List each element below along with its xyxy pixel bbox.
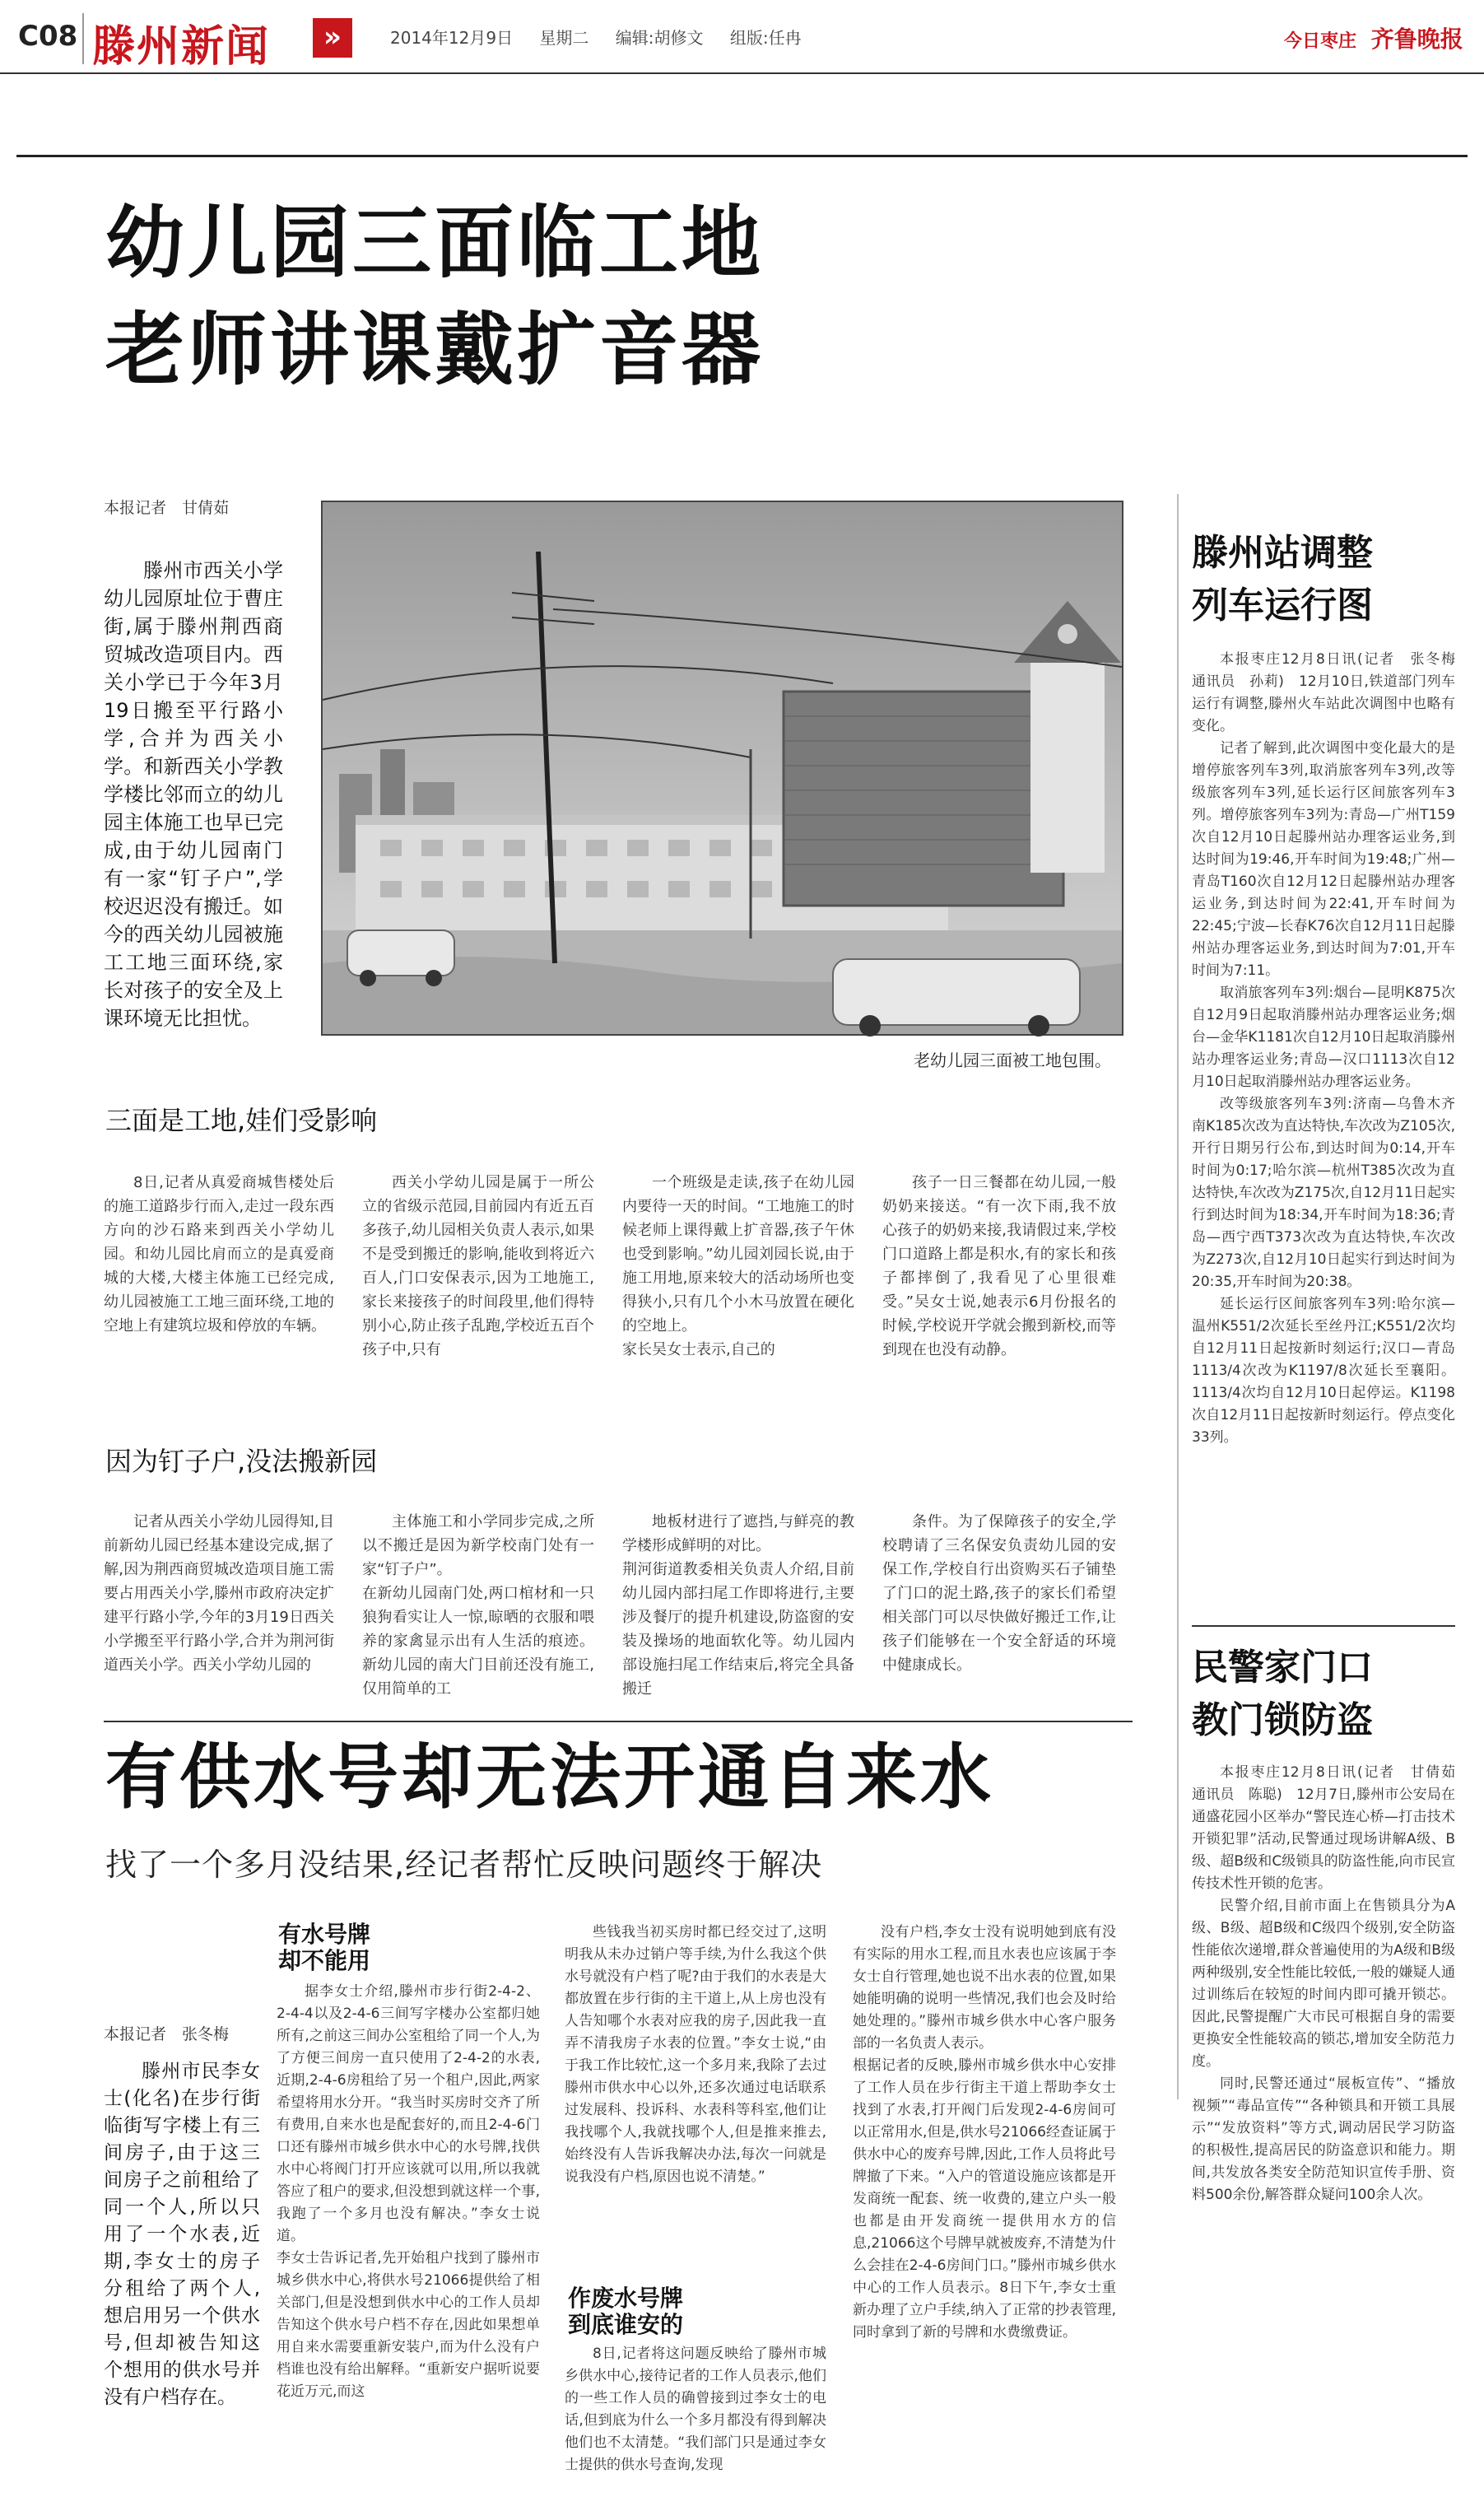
photo-caption: 老幼儿园三面被工地包围。 [914, 1051, 1111, 1070]
article2-box2-title-line1: 作废水号牌 [568, 2285, 684, 2312]
sidebar2-body [1192, 1762, 1469, 2486]
article1-byline: 本报记者 甘倩茹 [104, 499, 230, 517]
article1-sec1-col3-text: 一个班级是走读,孩子在幼儿园内要待一天的时间。“工地施工的时候老师上课得戴上扩音器,孩子午休也受到影响。”幼儿园刘园长说,由于施工用地,原来较大的活动场所也变得狭小,只有几个小木马放置在硬化的空地上。 家长吴女士表示,自己的 [622, 1174, 854, 1358]
article1-sec2-col1-text: 记者从西关小学幼儿园得知,目前新幼儿园已经基本建设完成,据了解,因为荆西商贸城改造项目施工需要占用西关小学,滕州市政府决定扩建平行路小学,今年的3月19日西关小学搬至平行路小学,合并为荆河街道西关小学。西关小学幼儿园的 [104, 1513, 334, 1674]
sidebar1-title [1192, 527, 1373, 632]
sidebar1-title-line1: 滕州站调整 [1192, 532, 1373, 574]
article2-col3 [853, 1922, 1116, 2508]
article1-sec1-col2-text: 西关小学幼儿园是属于一所公立的省级示范园,目前园内有近五百多孩子,幼儿园相关负责人表示,如果不是受到搬迁的影响,能收到将近六百人,门口安保表示,因为工地施工,家长来接孩子的时间段里,他们得特别小心,防止孩子乱跑,学校近五百个孩子中,只有 [362, 1174, 594, 1358]
sidebar1-paragraph: 改等级旅客列车3列:济南—乌鲁木齐南K185次改为直达特快,车次改为Z105次,开行日期另行公布,到达时间为0:14,开车时间为0:17;哈尔滨—杭州T385次改为直达特快,车次改为Z175次,自12月11日起实行到达时间为18:34,开车时间为18:36;青岛—西宁西T373次改为直达特快,车次改为Z273次,自12月10日起实行到达时间为20:35,开车时间为20:38。 [1192, 1096, 1455, 1290]
article1-subhead-1: 三面是工地,娃们受影响 [105, 1105, 378, 1136]
issue-date: 2014年12月9日 [390, 28, 514, 48]
top-separator [16, 155, 1468, 157]
article2-col1 [277, 1981, 540, 2508]
article1-subhead-2: 因为钉子户,没法搬新园 [105, 1446, 378, 1477]
sidebar1-paragraph: 记者了解到,此次调图中变化最大的是增停旅客列车3列,取消旅客列车3列,改等级旅客列车3列,延长运行区间旅客列车3列。增停旅客列车3列为:青岛—广州T159次自12月10日起滕州站办理客运业务,到达时间为19:46,开车时间为19:48;广州—青岛T160次自12月12日起滕州站办理客运业务,到达时间为22:41,开车时间为22:45;宁波—长春K76次自12月11日起滕州站办理客运业务,到达时间为7:01,开车时间为7:11。 [1192, 740, 1455, 979]
article2-box1-title-line1: 有水号牌 [278, 1921, 371, 1948]
article1-sec2-col2-text: 主体施工和小学同步完成,之所以不搬迁是因为新学校南门处有一家“钉子户”。 在新幼儿园南门处,两口棺材和一只狼狗看实让人一惊,晾晒的衣服和喂养的家禽显示出有人生活的痕迹。新幼儿园的南大门目前还没有施工,仅用简单的工 [362, 1513, 594, 1698]
article2-col3-text: 没有户档,李女士没有说明她到底有没有实际的用水工程,而且水表也应该属于李女士自行管理,她也说不出水表的位置,如果她能明确的说明一些情况,我们也会及时给她处理的。”滕州市城乡供水中心客户服务部的一名负责人表示。 根据记者的反映,滕州市城乡供水中心安排了工作人员在步行街主干道上帮助李女士找到了水表,打开阀门后发现2-4-6房间可以正常用水,但是,供水号21066经查证属于供水中心的废弃号牌,因此,工作人员将此号牌撤了下来。“入户的管道设施应该都是开发商统一配套、统一收费的,建立户头一般也都是由开发商统一提供用水方的信息,21066这个号牌早就被废弃,不清楚为什么会挂在2-4-6房间门口。”滕州市城乡供水中心的工作人员表示。8日下午,李女士重新办理了立户手续,纳入了正常的抄表管理,同时拿到了新的号牌和水费缴费证。 [853, 1924, 1116, 2341]
article1-sec1-col4-text: 孩子一日三餐都在幼儿园,一般奶奶来接送。“有一次下雨,我不放心孩子的奶奶来接,我请假过来,学校门口道路上都是积水,有的家长和孩子都摔倒了,我看见了心里很难受。”吴女士说,她表示6月份报名的时候,学校说开学就会搬到新校,而等到现在也没有动静。 [882, 1174, 1116, 1358]
article2-box2-title-line2: 到底谁安的 [568, 2311, 684, 2338]
article2-col2b [565, 2343, 826, 2508]
article1-sec2-col3 [622, 1510, 854, 1757]
section-arrow-icon: » [313, 18, 352, 58]
sidebar-divider [1177, 494, 1179, 2099]
article1-lead-text: 滕州市西关小学幼儿园原址位于曹庄街,属于滕州荆西商贸城改造项目内。西关小学已于今年3月19日搬至平行路小学,合并为西关小学。和新西关小学教学楼比邻而立的幼儿园主体施工也早已完成,由于幼儿园南门有一家“钉子户”,学校迟迟没有搬迁。如今的西关幼儿园被施工工地三面环绕,家长对孩子的安全及上课环境无比担忧。 [104, 559, 283, 1030]
article-divider [104, 1721, 1133, 1722]
sidebar1-title-line2: 列车运行图 [1192, 585, 1373, 627]
article1-headline-line1: 幼儿园三面临工地 [105, 197, 764, 289]
issue-weekday: 星期二 [539, 28, 589, 48]
sidebar-separator [1192, 1625, 1455, 1627]
kindergarten-photo [321, 501, 1123, 1036]
section-title: 滕州新闻 [92, 22, 271, 72]
article2-box1-title [278, 1922, 370, 1974]
article1-sec2-col4-text: 条件。为了保障孩子的安全,学校聘请了三名保安负责幼儿园的安保工作,学校自行出资购买石子铺垫了门口的泥土路,孩子的家长们希望相关部门可以尽快做好搬迁工作,让孩子们能够在一个安全舒适的环境中健康成长。 [882, 1513, 1116, 1674]
sidebar2-paragraph: 本报枣庄12月8日讯(记者 甘倩茹 通讯员 陈聪) 12月7日,滕州市公安局在通盛花园小区举办“警民连心桥—打击技术开锁犯罪”活动,民警通过现场讲解A级、B级、超B级和C级锁具的防盗性能,向市民宣传技术性开锁的危害。 [1192, 1764, 1469, 1892]
article2-box2-title [568, 2285, 683, 2338]
brand-edition: 今日枣庄 [1284, 31, 1357, 52]
article2-lead [104, 2058, 260, 2486]
sidebar2-title-line2: 教门锁防盗 [1192, 1699, 1373, 1741]
article2-byline: 本报记者 张冬梅 [104, 2025, 230, 2043]
sidebar2-title-line1: 民警家门口 [1192, 1647, 1373, 1689]
article2-subhead: 找了一个多月没结果,经记者帮忙反映问题终于解决 [105, 1847, 823, 1883]
sidebar1-paragraph: 取消旅客列车3列:烟台—昆明K875次自12月9日起取消滕州站办理客运业务;烟台—金华K1181次自12月10日起取消滕州站办理客运业务;青岛—汉口1113次自12月10日起取消滕州站办理客运业务。 [1192, 985, 1455, 1090]
article2-headline: 有供水号却无法开通自来水 [105, 1736, 994, 1819]
article2-col2-text: 些钱我当初买房时都已经交过了,这明明我从未办过销户等手续,为什么我这个供水号就没有户档了呢?由于我们的水表是大都放置在步行街的主干道上,从上房也没有人告知哪个水表对应我的房子,因此我一直弄不清我房子水表的位置。”李女士说,“由于我工作比较忙,这一个多月来,我除了去过滕州市供水中心以外,还多次通过电话联系过发展科、投诉科、水表科等科室,他们让我找哪个人,我就找哪个人,但是推来推去,始终没有人告诉我解决办法,每次一问就是说我没有户档,原因也说不清楚。” [565, 1924, 826, 2185]
issue-editor: 编辑:胡修文 [615, 28, 704, 48]
sidebar2-paragraph: 同时,民警还通过“展板宣传”、“播放视频”“毒品宣传”“各种锁具和开锁工具展示”“发放资料”等方式,调动居民学习防盗的积极性,提高居民的防盗意识和能力。期间,共发放各类安全防范知识宣传手册、资料500余份,解答群众疑问100余人次。 [1192, 2075, 1455, 2203]
article1-sec1-col2 [362, 1171, 594, 1418]
article1-sec1-col1 [104, 1171, 334, 1418]
masthead-divider [82, 13, 84, 64]
article2-lead-text: 滕州市民李女士(化名)在步行街临街写字楼上有三间房子,由于这三间房子之前租给了同一个人,所以只用了一个水表,近期,李女士的房子分租给了两个人,想启用另一个供水号,但却被告知这个想用的供水号并没有户档存在。 [104, 2061, 260, 2408]
article1-lead [104, 557, 283, 1030]
newspaper-brand [1284, 21, 1463, 54]
sidebar2-title [1192, 1642, 1373, 1747]
sidebar1-paragraph: 延长运行区间旅客列车3列:哈尔滨—温州K551/2次延长至丝丹江;K551/2次均自12月11日起按新时刻运行;汉口—青岛1113/4次改为K1197/8次延长至襄阳。1113/4次均自12月10日起停运。K1198次自12月11日起按新时刻运行。停点变化33列。 [1192, 1296, 1455, 1446]
sidebar1-paragraph: 本报枣庄12月8日讯(记者 张冬梅 通讯员 孙莉) 12月10日,铁道部门列车运行有调整,滕州火车站此次调图中也略有变化。 [1192, 651, 1469, 734]
sidebar1-body [1192, 649, 1469, 1587]
article1-sec1-col1-text: 8日,记者从真爱商城售楼处后的施工道路步行而入,走过一段东西方向的沙石路来到西关小学幼儿园。和幼儿园比肩而立的是真爱商城的大楼,大楼主体施工已经完成,幼儿园被施工工地三面环绕,工地的空地上有建筑垃圾和停放的车辆。 [104, 1174, 334, 1335]
article2-col2b-text: 8日,记者将这问题反映给了滕州市城乡供水中心,接待记者的工作人员表示,他们的一些工作人员的确曾接到过李女士的电话,但到底为什么一个多月都没有得到解决他们也不太清楚。“我们部门只是通过李女士提供的供水号查询,发现 [565, 2346, 826, 2473]
sidebar2-paragraph: 民警介绍,目前市面上在售锁具分为A级、B级、超B级和C级四个级别,安全防盗性能依次递增,群众普遍使用的为A级和B级两种级别,安全性能比较低,一般的嫌疑人通过训练后在较短的时间内即可撬开锁芯。因此,民警提醒广大市民可根据自身的需要更换安全性能较高的锁芯,增加安全防范力度。 [1192, 1898, 1455, 2070]
article1-sec2-col2 [362, 1510, 594, 1757]
article1-sec1-col3 [622, 1171, 854, 1418]
issue-layout: 组版:任冉 [729, 28, 802, 48]
article1-sec2-col3-text: 地板材进行了遮挡,与鲜亮的教学楼形成鲜明的对比。 荆河街道教委相关负责人介绍,目前幼儿园内部扫尾工作即将进行,主要涉及餐厅的提升机建设,防盗窗的安装及操场的地面软化等。幼儿园内部设施扫尾工作结束后,将完全具备搬迁 [622, 1513, 854, 1698]
page-number: C08 [18, 20, 78, 53]
article1-sec2-col1 [104, 1510, 334, 1757]
photo-illustration [323, 502, 1122, 1034]
article2-col2 [565, 1922, 826, 2277]
article1-headline-line2: 老师讲课戴扩音器 [105, 304, 764, 396]
article1-sec2-col4 [882, 1510, 1116, 1757]
brand-name: 齐鲁晚报 [1370, 26, 1463, 53]
masthead-rule [0, 72, 1484, 74]
masthead [0, 0, 1484, 77]
issue-meta [390, 25, 823, 49]
article1-sec1-col4 [882, 1171, 1116, 1418]
article2-box1-title-line2: 却不能用 [278, 1947, 371, 1974]
article2-col1-text: 据李女士介绍,滕州市步行街2-4-2、2-4-4以及2-4-6三间写字楼办公室都归她所有,之前这三间办公室租给了同一个人,为了方便三间房一直只使用了2-4-2的水表,近期,2-4-6房租给了另一个租户,因此,两家希望将用水分开。“我当时买房时交齐了所有费用,自来水也是配套好的,而且2-4-6门口还有滕州市城乡供水中心的水号牌,找供水中心将阀门打开应该就可以用,所以我就答应了租户的要求,但没想到就这样一个事,我跑了一个多月也没有解决。”李女士说道。 李女士告诉记者,先开始租户找到了滕州市城乡供水中心,将供水号21066提供给了相关部门,但是没想到供水中心的工作人员却告知这个供水号户档不存在,因此如果想单用自来水需要重新安装户,而为什么没有户档谁也没有给出解释。“重新安户据听说要花近万元,而这 [277, 1983, 540, 2400]
